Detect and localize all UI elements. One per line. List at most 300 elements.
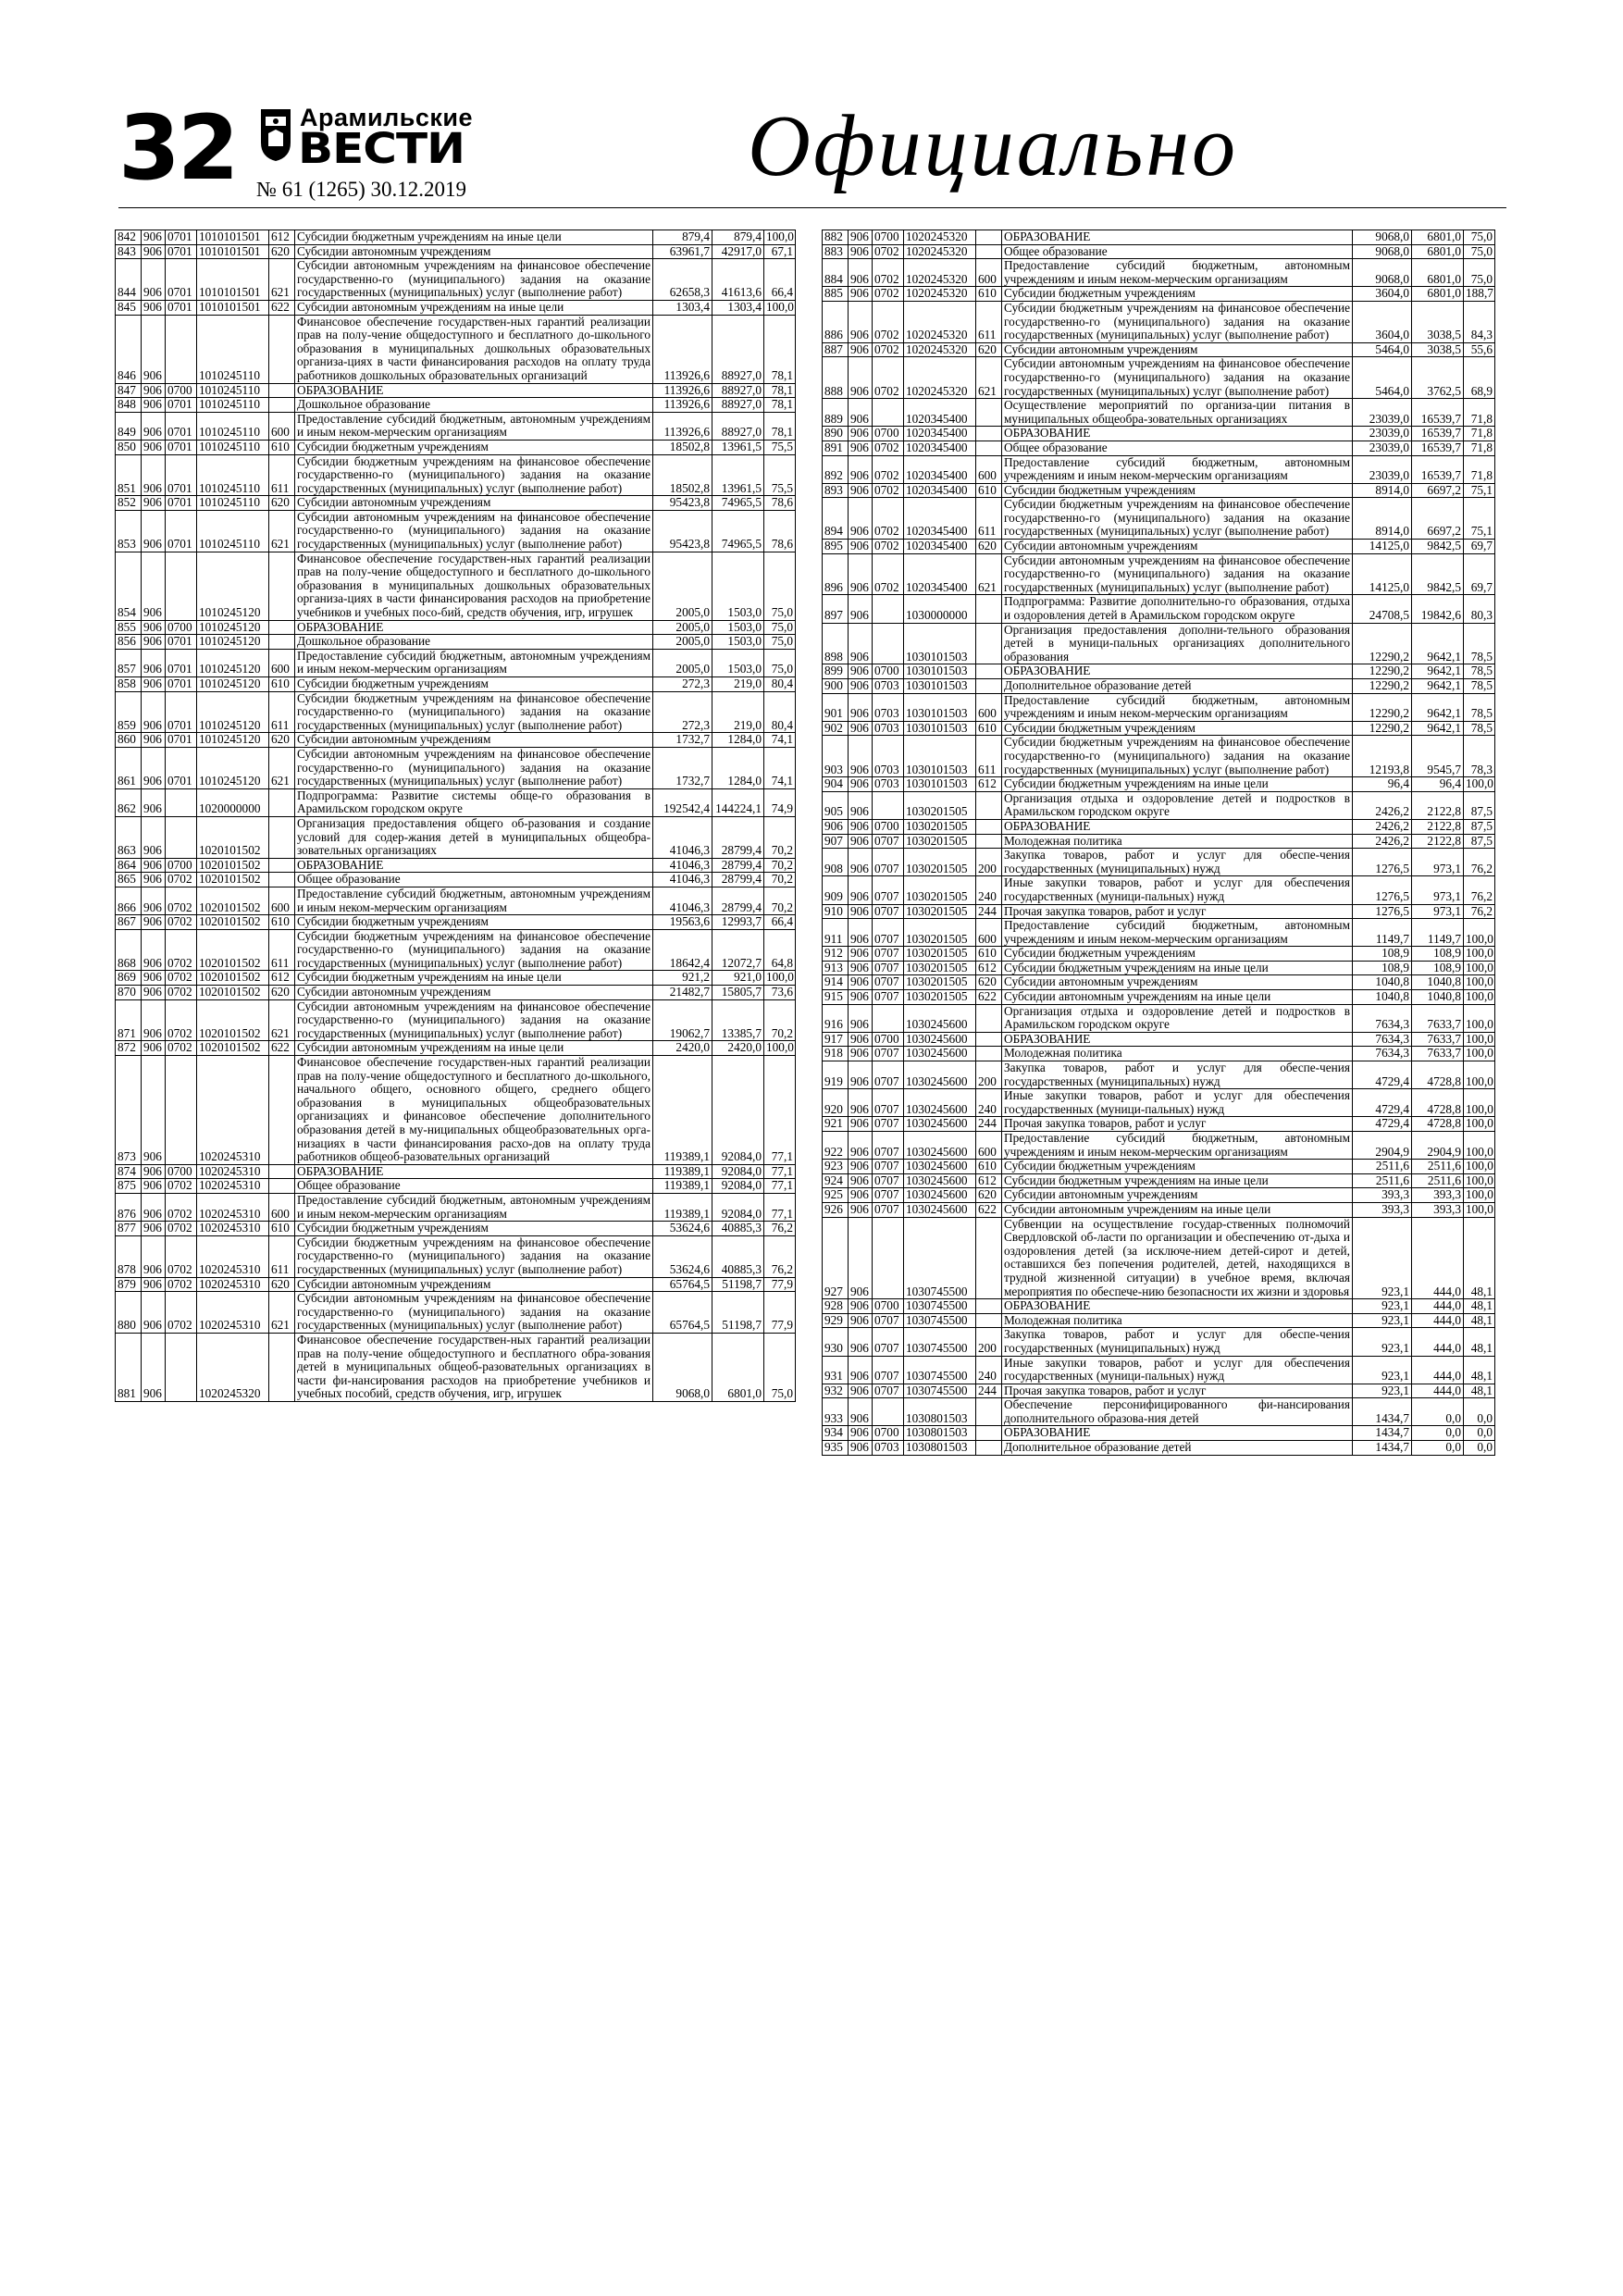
section-code: 0702	[873, 455, 904, 483]
admin-code: 906	[849, 483, 873, 498]
table-row	[116, 552, 796, 620]
plan-amount: 1732,7	[653, 747, 712, 788]
expense-type: 611	[976, 736, 1002, 777]
execution-percent: 66,4	[764, 259, 796, 301]
target-code: 1020101502	[197, 816, 269, 858]
item-name: ОБРАЗОВАНИЕ	[1002, 1032, 1353, 1047]
row-index: 917	[823, 1032, 849, 1047]
expense-type: 200	[976, 849, 1002, 876]
target-code: 1030201505	[904, 834, 976, 849]
target-code: 1030245600	[904, 1117, 976, 1132]
admin-code: 906	[849, 961, 873, 975]
row-index: 901	[823, 693, 849, 721]
expense-type	[269, 398, 295, 413]
table-row	[823, 342, 1495, 357]
actual-amount: 921,0	[712, 971, 764, 986]
table-row	[116, 1193, 796, 1221]
actual-amount: 4728,8	[1412, 1089, 1464, 1117]
table-row	[116, 971, 796, 986]
execution-percent: 78,1	[764, 398, 796, 413]
section-code: 0702	[166, 971, 197, 986]
target-code: 1030000000	[904, 595, 976, 623]
execution-percent: 87,5	[1464, 834, 1495, 849]
plan-amount: 95423,8	[653, 496, 712, 511]
expense-type: 612	[976, 1173, 1002, 1188]
plan-amount: 2005,0	[653, 620, 712, 635]
actual-amount: 9642,1	[1412, 664, 1464, 679]
item-name: Субсидии бюджетным учреждениям на финансовое обеспечение государственно-го (муниципального) задания на оказание государственных (муниципальных) услуг (выполнение работ)	[295, 929, 653, 971]
row-index: 883	[823, 244, 849, 259]
section-code: 0702	[166, 929, 197, 971]
admin-code: 906	[142, 691, 166, 733]
execution-percent: 71,8	[1464, 399, 1495, 427]
execution-percent: 75,0	[764, 649, 796, 676]
row-index: 885	[823, 287, 849, 302]
row-index: 867	[116, 915, 142, 930]
expense-type: 622	[976, 990, 1002, 1005]
target-code: 1010245110	[197, 412, 269, 440]
plan-amount: 8914,0	[1353, 483, 1412, 498]
target-code: 1010101501	[197, 259, 269, 301]
expense-type: 620	[269, 986, 295, 1000]
target-code: 1030245600	[904, 1089, 976, 1117]
execution-percent: 70,2	[764, 873, 796, 887]
section-code: 0702	[873, 540, 904, 554]
admin-code: 906	[142, 1292, 166, 1334]
table-row	[823, 1160, 1495, 1174]
execution-percent: 100,0	[764, 1041, 796, 1056]
section-code: 0707	[873, 990, 904, 1005]
execution-percent: 75,0	[1464, 259, 1495, 287]
plan-amount: 272,3	[653, 691, 712, 733]
logo-title-small: Арамильские	[300, 104, 473, 131]
expense-type	[976, 1004, 1002, 1032]
admin-code: 906	[142, 1041, 166, 1056]
table-row	[116, 788, 796, 816]
row-index: 870	[116, 986, 142, 1000]
table-row	[823, 834, 1495, 849]
item-name: Субсидии автономным учреждениям	[295, 986, 653, 1000]
plan-amount: 113926,6	[653, 383, 712, 398]
table-row	[116, 1179, 796, 1194]
plan-amount: 12290,2	[1353, 693, 1412, 721]
section-code: 0700	[873, 1426, 904, 1441]
expense-type: 611	[269, 691, 295, 733]
row-index: 872	[116, 1041, 142, 1056]
item-name: Финансовое обеспечение государствен-ных гарантий реализации прав на полу-чение общедоступного и бесплатного до-школьного, начального общего, основного общего, среднего общего образования в муниципальных общеобразовательных организациях и финансовое обеспечение дополнительного образования детей в му-ниципальных общеобразовательных орга-низациях в части финансирования расхо-дов на оплату труда работников общеоб-разовательных организаций	[295, 1056, 653, 1165]
target-code: 1030801503	[904, 1441, 976, 1456]
actual-amount: 444,0	[1412, 1217, 1464, 1299]
table-row	[116, 454, 796, 496]
expense-type	[976, 244, 1002, 259]
expense-type: 620	[976, 342, 1002, 357]
plan-amount: 24708,5	[1353, 595, 1412, 623]
execution-percent: 74,1	[764, 747, 796, 788]
execution-percent: 100,0	[1464, 1173, 1495, 1188]
row-index: 873	[116, 1056, 142, 1165]
target-code: 1020101502	[197, 971, 269, 986]
section-code: 0707	[873, 1173, 904, 1188]
admin-code: 906	[142, 635, 166, 650]
execution-percent: 80,3	[1464, 595, 1495, 623]
plan-amount: 1040,8	[1353, 990, 1412, 1005]
item-name: Субсидии бюджетным учреждениям на финансовое обеспечение государственно-го (муниципального) задания на оказание государственных (муниципальных) услуг (выполнение работ)	[295, 1235, 653, 1277]
section-code: 0701	[166, 691, 197, 733]
expense-type: 610	[976, 1160, 1002, 1174]
admin-code: 906	[849, 342, 873, 357]
row-index: 888	[823, 357, 849, 399]
actual-amount: 88927,0	[712, 383, 764, 398]
row-index: 894	[823, 498, 849, 540]
section-code: 0702	[166, 1277, 197, 1292]
target-code: 1030245600	[904, 1132, 976, 1160]
admin-code: 906	[849, 498, 873, 540]
plan-amount: 3604,0	[1353, 287, 1412, 302]
plan-amount: 1303,4	[653, 300, 712, 315]
admin-code: 906	[142, 1056, 166, 1165]
row-index: 933	[823, 1398, 849, 1426]
expense-type	[976, 1032, 1002, 1047]
item-name: Субсидии автономным учреждениям	[1002, 540, 1353, 554]
plan-amount: 119389,1	[653, 1193, 712, 1221]
item-name: Субсидии автономным учреждениям на иные цели	[1002, 1202, 1353, 1217]
section-code: 0707	[873, 1132, 904, 1160]
item-name: Субсидии бюджетным учреждениям	[1002, 947, 1353, 962]
admin-code: 906	[849, 1173, 873, 1188]
execution-percent: 64,8	[764, 929, 796, 971]
actual-amount: 219,0	[712, 677, 764, 692]
section-code: 0702	[166, 1292, 197, 1334]
admin-code: 906	[142, 440, 166, 454]
admin-code: 906	[849, 1004, 873, 1032]
actual-amount: 879,4	[712, 230, 764, 245]
row-index: 853	[116, 510, 142, 552]
execution-percent: 77,1	[764, 1164, 796, 1179]
section-code: 0701	[166, 300, 197, 315]
target-code: 1020101502	[197, 1041, 269, 1056]
table-row	[116, 496, 796, 511]
execution-percent: 87,5	[1464, 819, 1495, 834]
item-name: Предоставление субсидий бюджетным, автономным учреждениям и иным неком-мерческим организациям	[295, 649, 653, 676]
admin-code: 906	[142, 454, 166, 496]
plan-amount: 2511,6	[1353, 1160, 1412, 1174]
admin-code: 906	[849, 947, 873, 962]
expense-type: 600	[976, 455, 1002, 483]
table-row	[823, 1202, 1495, 1217]
table-row	[116, 230, 796, 245]
plan-amount: 113926,6	[653, 315, 712, 383]
admin-code: 906	[142, 412, 166, 440]
target-code: 1030245600	[904, 1032, 976, 1047]
header-rule	[118, 207, 1506, 208]
expense-type: 620	[269, 733, 295, 748]
row-index: 900	[823, 679, 849, 694]
budget-column-left	[115, 230, 796, 1402]
expense-type: 620	[269, 244, 295, 259]
section-code	[873, 595, 904, 623]
expense-type: 610	[269, 915, 295, 930]
item-name: Организация предоставления дополни-тельного образования детей в муници-пальных организациях дополнительного образования	[1002, 623, 1353, 664]
expense-type: 600	[976, 693, 1002, 721]
plan-amount: 5464,0	[1353, 342, 1412, 357]
admin-code: 906	[849, 834, 873, 849]
execution-percent: 75,0	[764, 620, 796, 635]
execution-percent: 48,1	[1464, 1356, 1495, 1384]
item-name: Дошкольное образование	[295, 635, 653, 650]
execution-percent: 71,8	[1464, 427, 1495, 441]
expense-type: 240	[976, 1356, 1002, 1384]
admin-code: 906	[849, 1188, 873, 1203]
item-name: Финансовое обеспечение государствен-ных гарантий реализации прав на полу-чение общедоступного и бесплатного до-школьного образования в муниципальных дошкольных образовательных организа-циях в части финансирования расходов на оплату труда работников дошкольных образовательных организаций	[295, 315, 653, 383]
actual-amount: 1284,0	[712, 733, 764, 748]
section-code: 0700	[873, 1032, 904, 1047]
actual-amount: 2511,6	[1412, 1160, 1464, 1174]
section-code: 0702	[166, 915, 197, 930]
plan-amount: 95423,8	[653, 510, 712, 552]
target-code: 1020101502	[197, 873, 269, 887]
actual-amount: 3038,5	[1412, 342, 1464, 357]
item-name: Субсидии автономным учреждениям	[295, 733, 653, 748]
target-code: 1030745500	[904, 1217, 976, 1299]
admin-code: 906	[142, 971, 166, 986]
actual-amount: 0,0	[1412, 1398, 1464, 1426]
row-index: 859	[116, 691, 142, 733]
plan-amount: 192542,4	[653, 788, 712, 816]
expense-type	[976, 441, 1002, 455]
expense-type: 621	[269, 999, 295, 1041]
plan-amount: 921,2	[653, 971, 712, 986]
admin-code: 906	[142, 1235, 166, 1277]
plan-amount: 119389,1	[653, 1179, 712, 1194]
execution-percent: 78,5	[1464, 664, 1495, 679]
row-index: 934	[823, 1426, 849, 1441]
admin-code: 906	[142, 677, 166, 692]
expense-type: 611	[269, 929, 295, 971]
admin-code: 906	[849, 819, 873, 834]
section-code: 0702	[166, 999, 197, 1041]
plan-amount: 18502,8	[653, 440, 712, 454]
admin-code: 906	[849, 1441, 873, 1456]
expense-type: 600	[269, 1193, 295, 1221]
section-code: 0702	[166, 986, 197, 1000]
execution-percent: 69,7	[1464, 553, 1495, 595]
target-code: 1020101502	[197, 929, 269, 971]
plan-amount: 108,9	[1353, 947, 1412, 962]
execution-percent: 77,1	[764, 1193, 796, 1221]
expense-type: 621	[269, 1292, 295, 1334]
target-code: 1020245320	[904, 301, 976, 342]
execution-percent: 48,1	[1464, 1217, 1495, 1299]
actual-amount: 444,0	[1412, 1313, 1464, 1328]
actual-amount: 6801,0	[1412, 244, 1464, 259]
admin-code: 906	[142, 383, 166, 398]
table-row	[116, 873, 796, 887]
actual-amount: 88927,0	[712, 315, 764, 383]
plan-amount: 5464,0	[1353, 357, 1412, 399]
target-code: 1010245110	[197, 510, 269, 552]
plan-amount: 2005,0	[653, 635, 712, 650]
execution-percent: 100,0	[1464, 975, 1495, 990]
admin-code: 906	[849, 259, 873, 287]
expense-type	[269, 1333, 295, 1401]
plan-amount: 2904,9	[1353, 1132, 1412, 1160]
execution-percent: 100,0	[764, 230, 796, 245]
item-name: Субсидии автономным учреждениям на финансовое обеспечение государственно-го (муниципального) задания на оказание государственных (муниципальных) услуг (выполнение работ)	[295, 510, 653, 552]
section-code: 0701	[166, 440, 197, 454]
execution-percent: 76,2	[1464, 876, 1495, 904]
section-code: 0707	[873, 919, 904, 947]
target-code: 1030201505	[904, 849, 976, 876]
table-row	[116, 398, 796, 413]
table-row	[116, 1333, 796, 1401]
table-row	[823, 357, 1495, 399]
target-code: 1030201505	[904, 876, 976, 904]
item-name: Субсидии бюджетным учреждениям на финансовое обеспечение государственно-го (муниципального) задания на оказание государственных (муниципальных) услуг (выполнение работ)	[295, 691, 653, 733]
admin-code: 906	[849, 693, 873, 721]
page-number: 32	[118, 96, 237, 200]
admin-code: 906	[849, 441, 873, 455]
section-code: 0702	[873, 441, 904, 455]
admin-code: 906	[142, 887, 166, 914]
admin-code: 906	[142, 733, 166, 748]
expense-type: 600	[269, 649, 295, 676]
row-index: 866	[116, 887, 142, 914]
actual-amount: 108,9	[1412, 947, 1464, 962]
row-index: 935	[823, 1441, 849, 1456]
admin-code: 906	[849, 849, 873, 876]
admin-code: 906	[142, 1277, 166, 1292]
item-name: Субсидии автономным учреждениям на финансовое обеспечение государственно-го (муниципального) задания на оказание государственных (муниципальных) услуг (выполнение работ)	[295, 747, 653, 788]
actual-amount: 92084,0	[712, 1193, 764, 1221]
admin-code: 906	[849, 1313, 873, 1328]
actual-amount: 973,1	[1412, 876, 1464, 904]
target-code: 1030245600	[904, 1188, 976, 1203]
row-index: 842	[116, 230, 142, 245]
section-code: 0702	[873, 259, 904, 287]
row-index: 919	[823, 1061, 849, 1089]
plan-amount: 113926,6	[653, 412, 712, 440]
item-name: Субсидии бюджетным учреждениям на финансовое обеспечение государственно-го (муниципального) задания на оказание государственных (муниципальных) услуг (выполнение работ)	[295, 454, 653, 496]
item-name: Субсидии бюджетным учреждениям на иные цели	[1002, 777, 1353, 792]
section-code: 0702	[166, 1193, 197, 1221]
item-name: Субвенции на осуществление государ-ственных полномочий Свердловской об-ласти по организации и обеспечению от-дыха и оздоровления детей (за исключе-нием детей-сирот и детей, оставшихся без попечения родителей, детей, находящихся в трудной жизненной ситуации) в учебное время, включая мероприятия по обеспече-нию безопасности их жизни и здоровья	[1002, 1217, 1353, 1299]
section-code: 0702	[873, 357, 904, 399]
plan-amount: 1434,7	[1353, 1398, 1412, 1426]
table-row	[823, 427, 1495, 441]
section-code: 0702	[166, 1235, 197, 1277]
execution-percent: 70,2	[764, 858, 796, 873]
admin-code: 906	[142, 915, 166, 930]
admin-code: 906	[849, 664, 873, 679]
plan-amount: 2426,2	[1353, 819, 1412, 834]
plan-amount: 923,1	[1353, 1313, 1412, 1328]
table-row	[116, 747, 796, 788]
item-name: Общее образование	[295, 1179, 653, 1194]
section-code: 0703	[873, 777, 904, 792]
actual-amount: 973,1	[1412, 904, 1464, 919]
execution-percent: 76,2	[1464, 904, 1495, 919]
item-name: ОБРАЗОВАНИЕ	[295, 620, 653, 635]
section-code	[166, 1333, 197, 1401]
section-code: 0707	[873, 1313, 904, 1328]
issue-number: № 61 (1265) 30.12.2019	[256, 178, 467, 201]
item-name: Субсидии автономным учреждениям на финансовое обеспечение государственно-го (муниципального) задания на оказание государственных (муниципальных) услуг (выполнение работ)	[1002, 357, 1353, 399]
plan-amount: 4729,4	[1353, 1117, 1412, 1132]
target-code: 1020101502	[197, 999, 269, 1041]
table-row	[823, 455, 1495, 483]
plan-amount: 9068,0	[653, 1333, 712, 1401]
plan-amount: 2426,2	[1353, 834, 1412, 849]
execution-percent: 100,0	[1464, 919, 1495, 947]
expense-type	[976, 819, 1002, 834]
admin-code: 906	[142, 816, 166, 858]
execution-percent: 100,0	[1464, 1032, 1495, 1047]
expense-type: 620	[976, 975, 1002, 990]
section-code: 0707	[873, 1061, 904, 1089]
table-row	[116, 383, 796, 398]
section-code: 0701	[166, 496, 197, 511]
expense-type: 620	[269, 496, 295, 511]
target-code: 1020345400	[904, 498, 976, 540]
target-code: 1020245310	[197, 1292, 269, 1334]
plan-amount: 14125,0	[1353, 553, 1412, 595]
expense-type: 620	[269, 1277, 295, 1292]
actual-amount: 9642,1	[1412, 679, 1464, 694]
expense-type: 600	[976, 919, 1002, 947]
target-code: 1010101501	[197, 300, 269, 315]
row-index: 902	[823, 721, 849, 736]
target-code: 1020245320	[904, 342, 976, 357]
plan-amount: 2005,0	[653, 649, 712, 676]
item-name: Субсидии бюджетным учреждениям	[295, 677, 653, 692]
row-index: 850	[116, 440, 142, 454]
actual-amount: 16539,7	[1412, 455, 1464, 483]
row-index: 903	[823, 736, 849, 777]
actual-amount: 1284,0	[712, 747, 764, 788]
admin-code: 906	[849, 357, 873, 399]
plan-amount: 1276,5	[1353, 876, 1412, 904]
admin-code: 906	[142, 1222, 166, 1236]
target-code: 1010245110	[197, 315, 269, 383]
section-code: 0701	[166, 677, 197, 692]
target-code: 1020101502	[197, 986, 269, 1000]
target-code: 1030201505	[904, 975, 976, 990]
table-row	[823, 540, 1495, 554]
actual-amount: 1503,0	[712, 552, 764, 620]
row-index: 858	[116, 677, 142, 692]
actual-amount: 92084,0	[712, 1164, 764, 1179]
expense-type	[976, 664, 1002, 679]
item-name: Молодежная политика	[1002, 1313, 1353, 1328]
table-row	[823, 1188, 1495, 1203]
table-row	[823, 919, 1495, 947]
target-code: 1030745500	[904, 1328, 976, 1356]
item-name: Закупка товаров, работ и услуг для обеспе-чения государственных (муниципальных) нужд	[1002, 1328, 1353, 1356]
plan-amount: 41046,3	[653, 816, 712, 858]
admin-code: 906	[849, 1061, 873, 1089]
target-code: 1010245110	[197, 496, 269, 511]
target-code: 1010245120	[197, 620, 269, 635]
expense-type: 610	[976, 721, 1002, 736]
section-code: 0702	[873, 483, 904, 498]
expense-type	[269, 788, 295, 816]
plan-amount: 923,1	[1353, 1217, 1412, 1299]
table-row	[116, 986, 796, 1000]
execution-percent: 100,0	[1464, 1047, 1495, 1061]
section-code: 0702	[873, 342, 904, 357]
actual-amount: 9545,7	[1412, 736, 1464, 777]
item-name: Организация предоставления общего об-разования и создание условий для содер-жания детей в муниципальных общеобра-зовательных организациях	[295, 816, 653, 858]
